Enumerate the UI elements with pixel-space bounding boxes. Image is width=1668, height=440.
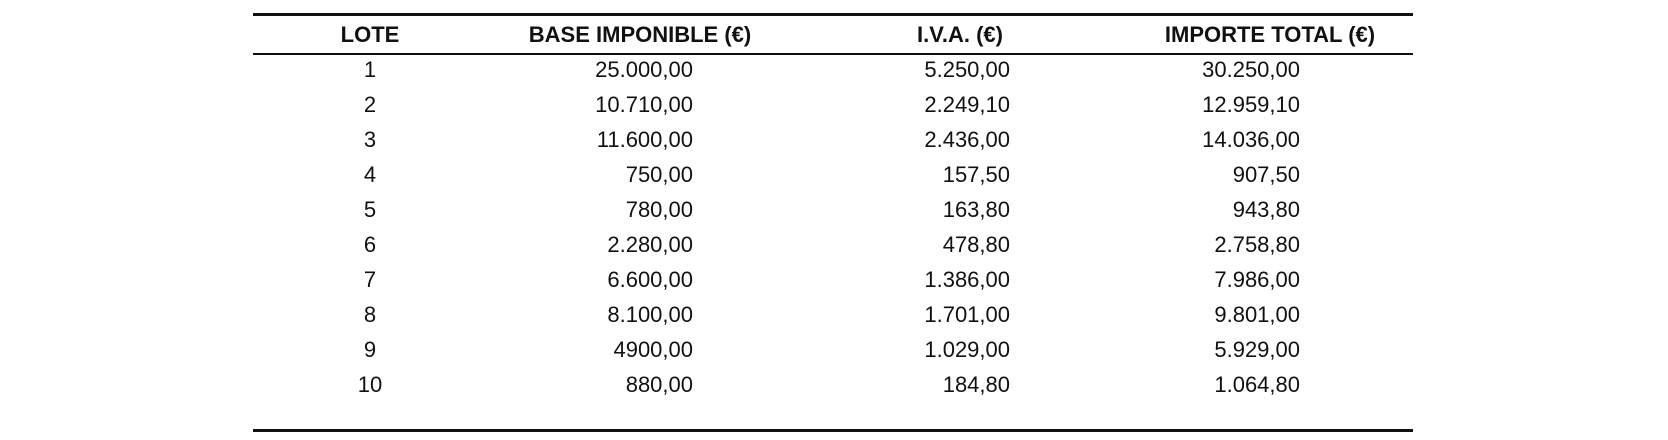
table-bottom-rule: [253, 429, 1413, 432]
cell-iva: 1.386,00: [924, 267, 1010, 292]
header-iva: I.V.A. (€): [917, 22, 1003, 47]
cell-lote: 3: [363, 127, 377, 152]
cell-lote: 7: [363, 267, 377, 292]
cell-base-imponible: 780,00: [625, 197, 693, 222]
header-lote: LOTE: [340, 22, 400, 47]
cell-importe-total: 7.986,00: [1214, 267, 1300, 292]
cell-lote: 9: [363, 337, 377, 362]
header-base-imponible: BASE IMPONIBLE (€): [528, 22, 752, 47]
cell-base-imponible: 6.600,00: [607, 267, 693, 292]
cell-base-imponible: 8.100,00: [607, 302, 693, 327]
cell-base-imponible: 880,00: [625, 372, 693, 397]
cell-lote: 8: [363, 302, 377, 327]
cell-iva: 5.250,00: [924, 57, 1010, 82]
cell-importe-total: 907,50: [1232, 162, 1300, 187]
cell-importe-total: 2.758,80: [1214, 232, 1300, 257]
cell-lote: 5: [363, 197, 377, 222]
cell-base-imponible: 4900,00: [613, 337, 693, 362]
cell-importe-total: 30.250,00: [1202, 57, 1300, 82]
cell-base-imponible: 2.280,00: [607, 232, 693, 257]
header-rule: [253, 53, 1413, 55]
cell-iva: 1.701,00: [924, 302, 1010, 327]
cell-lote: 2: [363, 92, 377, 117]
table-top-rule: [253, 13, 1413, 16]
cell-lote: 10: [357, 372, 383, 397]
cell-iva: 2.436,00: [924, 127, 1010, 152]
cell-iva: 1.029,00: [924, 337, 1010, 362]
cell-importe-total: 9.801,00: [1214, 302, 1300, 327]
cell-iva: 2.249,10: [924, 92, 1010, 117]
cell-lote: 1: [363, 57, 377, 82]
header-importe-total: IMPORTE TOTAL (€): [1164, 22, 1376, 47]
cell-importe-total: 14.036,00: [1202, 127, 1300, 152]
cell-base-imponible: 25.000,00: [595, 57, 693, 82]
cell-iva: 163,80: [942, 197, 1010, 222]
cell-importe-total: 1.064,80: [1214, 372, 1300, 397]
cell-lote: 6: [363, 232, 377, 257]
cell-iva: 478,80: [942, 232, 1010, 257]
cell-importe-total: 943,80: [1232, 197, 1300, 222]
cell-lote: 4: [363, 162, 377, 187]
cell-importe-total: 12.959,10: [1202, 92, 1300, 117]
cell-iva: 157,50: [942, 162, 1010, 187]
cell-base-imponible: 750,00: [625, 162, 693, 187]
cell-iva: 184,80: [942, 372, 1010, 397]
cell-base-imponible: 11.600,00: [596, 127, 693, 152]
cell-importe-total: 5.929,00: [1214, 337, 1300, 362]
cell-base-imponible: 10.710,00: [595, 92, 693, 117]
